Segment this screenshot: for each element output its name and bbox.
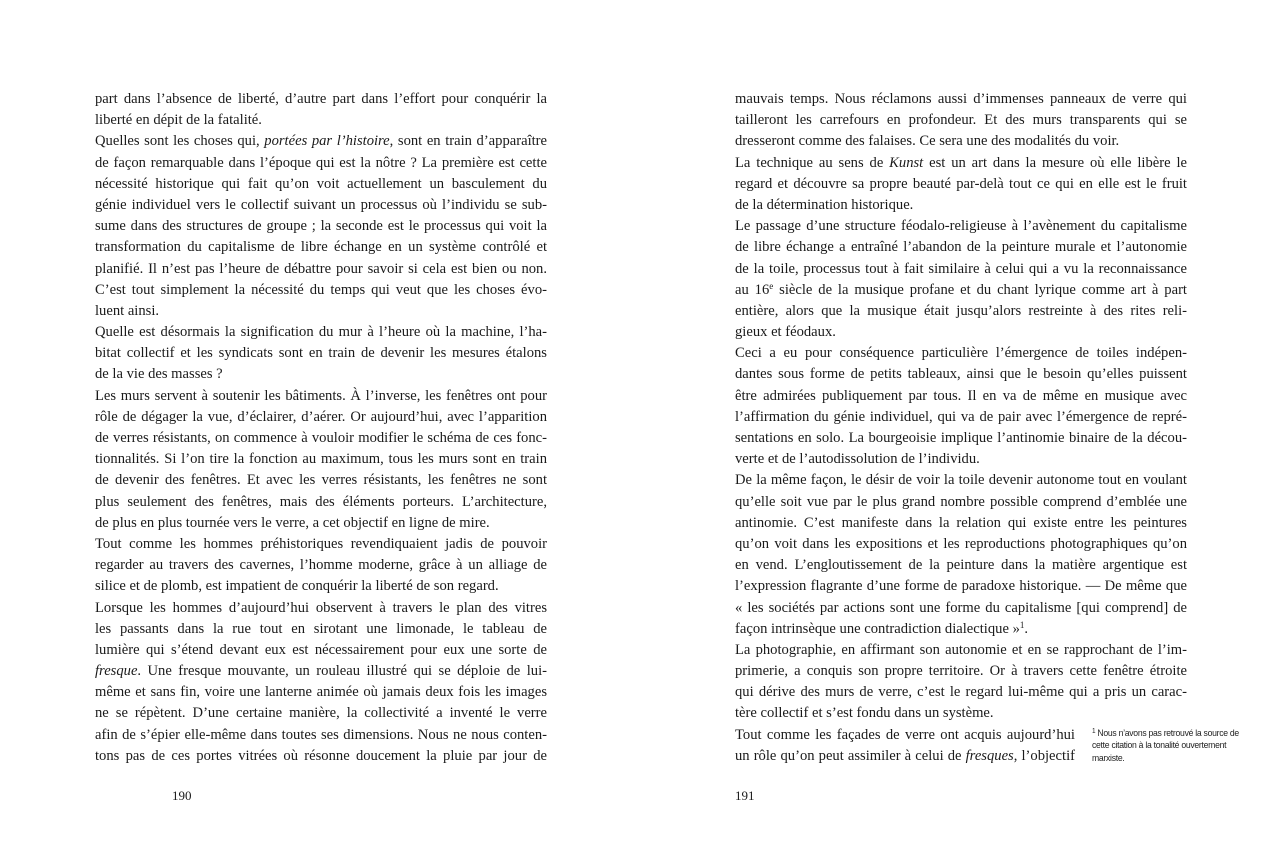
- text-segment: génie individuel vers le collectif suivant un processus où l’individu se sub-: [95, 196, 547, 213]
- text-line: [95, 576, 547, 597]
- text-segment: de la toile, processus tout à fait similaire à celui qui a vu la reconnaissance: [735, 260, 1187, 277]
- text-line: [95, 449, 547, 470]
- text-segment: Quelle est désormais la signification du mur à l’heure où la machine, l’ha-: [95, 324, 547, 341]
- text-line: [735, 343, 1187, 364]
- text-line: [95, 280, 547, 301]
- text-segment: sume dans des structures de groupe ; la seconde est le processus qui voit la: [95, 218, 547, 235]
- text-segment: Quelles sont les choses qui,: [95, 133, 265, 150]
- text-segment: Tout comme les façades de verre ont acquis aujourd’hui: [735, 726, 1075, 743]
- text-segment: regard et découvre sa propre beauté par-delà tout ce qui en elle est le fruit: [735, 175, 1187, 192]
- footnote-marker: 1: [1092, 728, 1096, 735]
- text-line: [95, 492, 547, 513]
- text-segment: tons pas de ces portes vitrées où résonne doucement la pluie par jour de: [95, 747, 547, 764]
- text-segment: de plus en plus tournée vers le verre, a cet objectif en ligne de mire.: [95, 514, 490, 531]
- text-segment: mauvais temps. Nous réclamons aussi d’immenses panneaux de verre qui: [735, 91, 1187, 107]
- text-line: [95, 259, 547, 280]
- footnote: [1092, 727, 1239, 764]
- text-line: [735, 174, 1187, 195]
- text-line: [735, 89, 1187, 110]
- text-segment: rôle de dégager la vue, d’éclairer, d’aérer. Or aujourd’hui, avec l’apparition: [95, 408, 547, 425]
- text-line: [735, 131, 1187, 152]
- text-line: [95, 322, 547, 343]
- text-segment: La technique au sens de: [735, 154, 890, 171]
- text-segment: .: [1024, 620, 1029, 637]
- text-line: [735, 576, 1187, 597]
- text-line: [95, 89, 547, 110]
- text-segment: C’est tout simplement la nécessité du temps qui veut que les choses évo-: [95, 281, 547, 298]
- right-page-body: [735, 89, 1187, 767]
- text-line: [735, 153, 1187, 174]
- text-segment: être admirées publiquement par tous. Il en va de même en musique avec: [735, 387, 1187, 404]
- text-segment: un rôle qu’on peut assimiler à celui de: [735, 747, 966, 764]
- text-line: [95, 216, 547, 237]
- text-segment: est un art dans la mesure où elle libère le: [923, 154, 1187, 171]
- text-line: [735, 640, 1187, 661]
- text-line: [735, 725, 1075, 746]
- text-segment: plus seulement des fenêtres, mais des éléments porteurs. L’architecture,: [95, 493, 547, 510]
- text-line: [95, 407, 547, 428]
- page-number-left: 190: [172, 788, 192, 803]
- text-segment: entière, alors que la musique était jusqu’alors restreinte à des rites reli-: [735, 302, 1187, 319]
- text-segment: qu’on voit dans les expositions et les reproductions photographiques qu’on: [735, 535, 1187, 552]
- text-segment: . Une fresque mouvante, un rouleau illustré qui se déploie de lui-: [137, 663, 547, 680]
- paragraph: [95, 89, 547, 131]
- text-line: [735, 619, 1187, 640]
- italic-text: Kunst: [889, 154, 924, 171]
- text-line: [95, 174, 547, 195]
- paragraph: [95, 322, 547, 386]
- paragraph: [95, 598, 547, 768]
- paragraph: [735, 153, 1187, 217]
- text-line: [95, 555, 547, 576]
- text-line: [95, 237, 547, 258]
- text-segment: ne se répètent. D’une certaine manière, la collectivité a inventé le verre: [95, 705, 547, 722]
- text-line: [735, 492, 1187, 513]
- text-segment: les passants dans la rue tout en sirotant une limonade, le tableau de: [95, 620, 547, 637]
- text-segment: verte et de l’autodissolution de l’individu.: [735, 451, 980, 468]
- text-line: [735, 555, 1187, 576]
- text-segment: , sont en train d’apparaître: [389, 133, 548, 150]
- text-segment: « les sociétés par actions sont une forme du capitalisme [qui comprend] de: [735, 599, 1187, 616]
- text-line: [735, 322, 1187, 343]
- text-segment: luent ainsi.: [95, 302, 160, 319]
- text-line: [95, 619, 547, 640]
- paragraph: [95, 534, 547, 598]
- text-segment: Lorsque les hommes d’aujourd’hui observent à travers le plan des vitres: [95, 599, 547, 616]
- text-line: [735, 449, 1187, 470]
- italic-text: fresques: [965, 747, 1014, 764]
- text-segment: qui dérive des murs de verre, c’est le regard lui-même qui a pris un carac-: [735, 684, 1187, 701]
- text-line: [95, 153, 547, 174]
- text-line: [95, 746, 547, 767]
- text-segment: de la détermination historique.: [735, 196, 914, 213]
- text-segment: qu’elle soit vue par le plus grand nombre possible comprend d’emblée une: [735, 493, 1187, 510]
- text-segment: tailleront les carrefours en profondeur. Et des murs transparents qui se: [735, 112, 1187, 129]
- text-line: [95, 703, 547, 724]
- footnote-text: Nous n’avons pas retrouvé la source de cette citation à la tonalité ouvertement marxiste.: [1092, 727, 1239, 763]
- text-segment: regarder au travers des cavernes, l’homme moderne, grâce à un alliage de: [95, 557, 547, 574]
- text-segment: l’affirmation du génie individuel, qui va de pair avec l’émergence de repré-: [735, 408, 1187, 425]
- text-segment: antinomie. C’est manifeste dans la relation qui existe entre les peintures: [735, 514, 1187, 531]
- text-line: [95, 364, 547, 385]
- paragraph: [735, 343, 1187, 470]
- paragraph: [735, 216, 1187, 343]
- text-segment: tère collectif et s’est fondu dans un système.: [735, 705, 994, 722]
- text-segment: même et sans fin, voire une lanterne animée où jamais deux fois les images: [95, 684, 547, 701]
- text-line: [95, 661, 547, 682]
- text-line: [735, 237, 1187, 258]
- paragraph: [95, 386, 547, 534]
- text-line: [735, 301, 1187, 322]
- text-segment: , l’objectif: [1013, 747, 1075, 764]
- text-segment: façon intrinsèque une contradiction dialectique »: [735, 620, 1020, 637]
- text-line: [735, 364, 1187, 385]
- text-segment: primerie, a conquis son propre territoire. Or à travers cette fenêtre étroite: [735, 663, 1187, 680]
- text-line: [95, 386, 547, 407]
- text-line: [735, 110, 1187, 131]
- text-line: [735, 386, 1187, 407]
- page-number-right: 191: [735, 788, 755, 803]
- text-line: [95, 301, 547, 322]
- text-segment: liberté en dépit de la fatalité.: [95, 112, 262, 129]
- italic-text: portées par l’histoire: [264, 133, 390, 150]
- text-line: [95, 513, 547, 534]
- text-segment: Le passage d’une structure féodalo-religieuse à l’avènement du capitalisme: [735, 218, 1187, 235]
- text-line: [735, 259, 1187, 280]
- text-segment: de libre échange a entraîné l’abandon de la peinture murale et l’autonomie: [735, 239, 1187, 256]
- text-line: [735, 216, 1187, 237]
- text-segment: Tout comme les hommes préhistoriques revendiquaient jadis de pouvoir: [95, 535, 547, 552]
- text-segment: de la vie des masses ?: [95, 366, 223, 383]
- left-page-body: [95, 89, 547, 767]
- text-segment: silice et de plomb, est impatient de conquérir la liberté de son regard.: [95, 578, 499, 595]
- text-segment: sentations en solo. La bourgeoisie implique l’antinomie binaire de la décou-: [735, 430, 1187, 446]
- text-segment: de façon remarquable dans l’époque qui est la nôtre ? La première est cette: [95, 154, 547, 171]
- text-line: [735, 661, 1187, 682]
- text-segment: lumière qui s’étend devant eux est nécessairement pour eux une sorte de: [95, 641, 547, 658]
- text-line: [735, 682, 1187, 703]
- text-line: [95, 725, 547, 746]
- text-line: [735, 513, 1187, 534]
- text-segment: de verres résistants, on commence à vouloir modifier le schéma de ces fonc-: [95, 430, 547, 446]
- text-line: [735, 703, 1187, 724]
- text-segment: Les murs servent à soutenir les bâtiments. À l’inverse, les fenêtres ont pour: [95, 387, 547, 404]
- text-line: [735, 746, 1075, 767]
- text-segment: l’expression flagrante d’une forme de paradoxe historique. — De même que: [735, 578, 1187, 595]
- text-segment: en vend. L’engloutissement de la peinture dans la matière argentique est: [735, 557, 1187, 574]
- text-line: [735, 280, 1187, 301]
- superscript: 1: [1019, 619, 1025, 630]
- text-line: [95, 598, 547, 619]
- text-line: [95, 195, 547, 216]
- text-segment: siècle de la musique profane et du chant lyrique comme art à part: [773, 281, 1187, 298]
- text-segment: planifié. Il n’est pas l’heure de débattre pour savoir si cela est bien ou non.: [95, 260, 547, 277]
- text-segment: tionnalités. Si l’on tire la fonction au maximum, tous les murs sont en train: [95, 451, 547, 468]
- text-line: [95, 534, 547, 555]
- superscript: e: [769, 280, 774, 291]
- text-line: [95, 640, 547, 661]
- text-line: [735, 534, 1187, 555]
- text-segment: La photographie, en affirmant son autonomie et en se rapprochant de l’im-: [735, 641, 1187, 658]
- text-line: [95, 428, 547, 449]
- text-line: [95, 682, 547, 703]
- italic-text: fresque: [95, 663, 138, 680]
- text-line: [95, 343, 547, 364]
- text-segment: au 16: [735, 281, 770, 298]
- paragraph: [735, 470, 1187, 640]
- paragraph: [95, 131, 547, 322]
- text-line: [735, 598, 1187, 619]
- text-line: [735, 195, 1187, 216]
- text-segment: Ceci a eu pour conséquence particulière l’émergence de toiles indépen-: [735, 345, 1187, 362]
- text-line: [95, 470, 547, 491]
- text-segment: gieux et féodaux.: [735, 324, 836, 341]
- text-segment: nécessité historique qui fait qu’on voit actuellement un basculement du: [95, 175, 547, 192]
- text-segment: De la même façon, le désir de voir la toile devenir autonome tout en voulant: [735, 472, 1187, 489]
- text-segment: bitat collectif et les syndicats sont en train de devenir les mesures étalons: [95, 345, 547, 362]
- text-line: [735, 470, 1187, 491]
- text-segment: transformation du capitalisme de libre échange en un système contrôlé et: [95, 239, 547, 256]
- text-line: [735, 428, 1187, 449]
- text-segment: dantes sous forme de petits tableaux, ainsi que le besoin qu’elles puissent: [735, 366, 1187, 383]
- text-line: [735, 407, 1187, 428]
- text-segment: de devenir des fenêtres. Et avec les verres résistants, les fenêtres ne sont: [95, 472, 547, 489]
- text-segment: part dans l’absence de liberté, d’autre part dans l’effort pour conquérir la: [95, 91, 547, 107]
- text-line: [95, 110, 547, 131]
- text-segment: afin de s’épier elle-même dans toutes ses dimensions. Nous ne nous conten-: [95, 726, 547, 743]
- paragraph: [735, 640, 1187, 725]
- text-segment: dresseront comme des falaises. Ce sera une des modalités du voir.: [735, 133, 1120, 150]
- paragraph: [735, 89, 1187, 153]
- text-line: [95, 131, 547, 152]
